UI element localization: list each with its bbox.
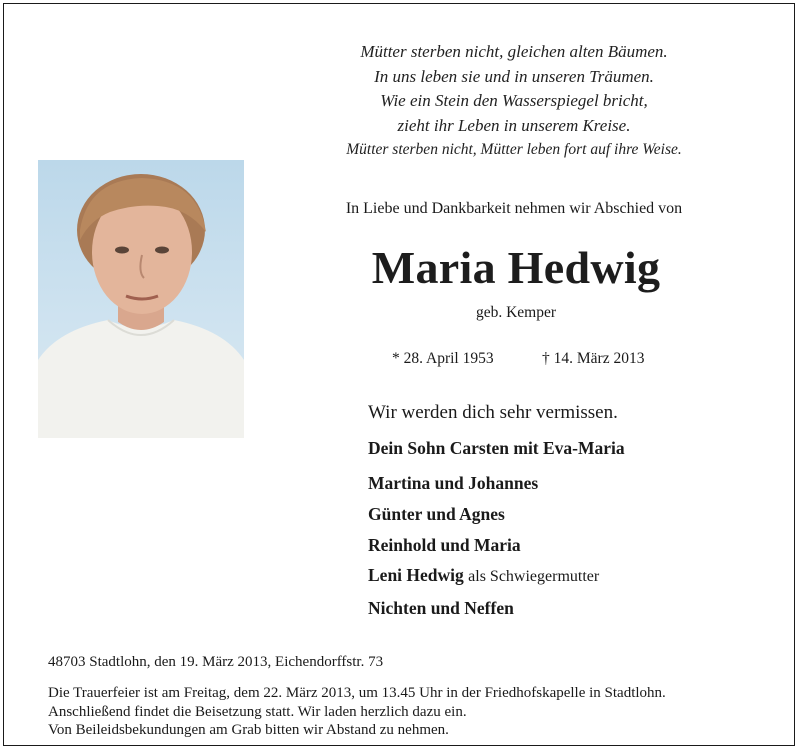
poem-line: zieht ihr Leben in unserem Kreise. (397, 115, 631, 135)
funeral-detail-line: Anschließend findet die Beisetzung statt. Wir laden herzlich dazu ein. (48, 703, 467, 720)
memorial-poem (304, 40, 724, 163)
mother-in-law-name: Leni Hedwig (368, 565, 464, 585)
death-date: † 14. März 2013 (542, 350, 645, 367)
funeral-detail-line: Die Trauerfeier ist am Freitag, dem 22. März 2013, um 13.45 Uhr in der Friedhofskapelle in Stadtlohn. (48, 685, 666, 701)
address-line: 48703 Stadtlohn, den 19. März 2013, Eichendorffstr. 73 (48, 654, 384, 670)
funeral-detail-line: Von Beileidsbekundungen am Grab bitten wir Abstand zu nehmen. (48, 722, 449, 738)
life-dates (392, 350, 692, 368)
poem-line: Wie ein Stein den Wasserspiegel bricht, (380, 91, 648, 111)
mourner-message: Wir werden dich sehr vermissen. (368, 402, 618, 423)
intro-text: In Liebe und Dankbarkeit nehmen wir Abschied von (345, 200, 683, 217)
mourner-son: Dein Sohn Carsten mit Eva-Maria (368, 438, 625, 458)
poem-line: Mütter sterben nicht, gleichen alten Bäumen. (360, 42, 668, 61)
portrait-photo (38, 160, 244, 438)
poem-line: In uns leben sie und in unseren Träumen. (374, 66, 654, 86)
obituary-notice (3, 3, 795, 746)
deceased-name: Maria Hedwig (371, 242, 661, 293)
funeral-details (48, 684, 768, 740)
mourner-name: Günter und Agnes (368, 504, 505, 524)
poem-line: Mütter sterben nicht, Mütter leben fort auf ihre Weise. (346, 141, 682, 159)
mother-in-law-role: als Schwiegermutter (468, 568, 600, 585)
birth-date: * 28. April 1953 (392, 350, 494, 367)
mourner-name: Martina und Johannes (368, 473, 539, 493)
mourner-relatives: Nichten und Neffen (368, 598, 514, 618)
mourner-name: Reinhold und Maria (368, 535, 521, 555)
birth-name: geb. Kemper (475, 304, 557, 321)
mourner-mother-in-law (368, 565, 768, 586)
